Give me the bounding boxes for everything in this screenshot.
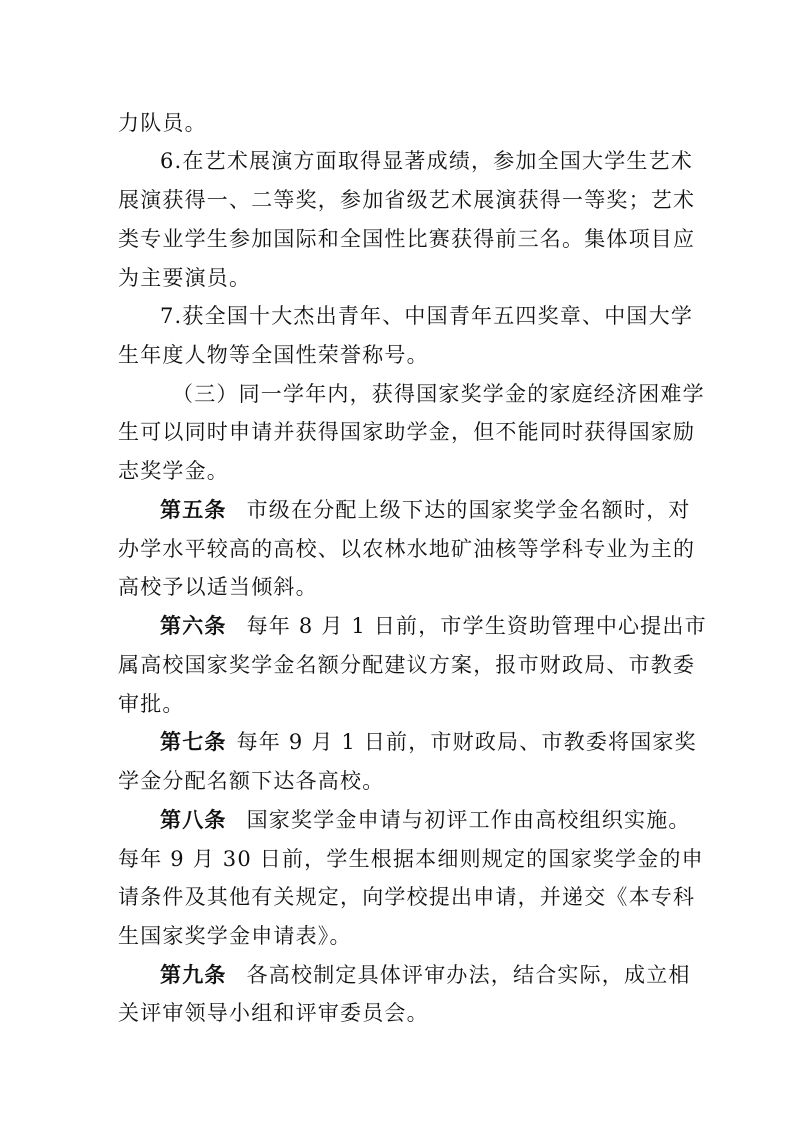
item-6-line-3: 类专业学生参加国际和全国性比赛获得前三名。集体项目应 <box>118 227 696 251</box>
item-6-line-4: 为主要演员。 <box>118 266 252 290</box>
article-8-line-2: 每年 9 月 30 日前，学生根据本细则规定的国家奖学金的申 <box>118 847 704 871</box>
item-7-line-2: 生年度人物等全国性荣誉称号。 <box>118 343 429 367</box>
item-6-line-2: 展演获得一、二等奖，参加省级艺术展演获得一等奖；艺术 <box>118 188 696 212</box>
article-9-heading: 第九条 <box>160 962 227 987</box>
article-8-line-1 <box>160 806 691 834</box>
article-7-line-2: 学金分配名额下达各高校。 <box>118 769 385 793</box>
article-5-heading: 第五条 <box>160 497 227 522</box>
article-9-line-1 <box>160 961 691 989</box>
article-5-line-1 <box>160 496 691 524</box>
paragraph-line: 力队员。 <box>118 111 207 135</box>
article-6-line-2: 属高校国家奖学金名额分配建议方案，报市财政局、市教委 <box>118 653 696 677</box>
article-7-heading: 第七条 <box>160 729 227 754</box>
article-8-line-4: 生国家奖学金申请表》。 <box>118 924 352 948</box>
clause-3-line-1: （三）同一学年内，获得国家奖学金的家庭经济困难学 <box>172 382 705 406</box>
article-8-heading: 第八条 <box>160 807 227 832</box>
article-7-line-1 <box>160 728 697 756</box>
article-8-line-3: 请条件及其他有关规定，向学校提出申请，并递交《本专科 <box>118 885 696 909</box>
item-7-line-1: 7.获全国十大杰出青年、中国青年五四奖章、中国大学 <box>160 304 694 328</box>
article-8-text: 国家奖学金申请与初评工作由高校组织实施。 <box>246 808 691 832</box>
article-6-line-3: 审批。 <box>118 692 185 716</box>
article-7-text: 每年 9 月 1 日前，市财政局、市教委将国家奖 <box>236 730 697 754</box>
article-6-line-1 <box>160 612 707 640</box>
article-5-line-3: 高校予以适当倾斜。 <box>118 575 318 599</box>
article-5-text: 市级在分配上级下达的国家奖学金名额时，对 <box>246 498 691 522</box>
article-9-text: 各高校制定具体评审办法，结合实际，成立相 <box>246 963 691 987</box>
clause-3-line-2: 生可以同时申请并获得国家助学金，但不能同时获得国家励 <box>118 420 696 444</box>
article-6-heading: 第六条 <box>160 613 227 638</box>
article-6-text: 每年 8 月 1 日前，市学生资助管理中心提出市 <box>246 614 707 638</box>
article-5-line-2: 办学水平较高的高校、以农林水地矿油核等学科专业为主的 <box>118 537 696 561</box>
article-9-line-2: 关评审领导小组和评审委员会。 <box>118 1001 429 1025</box>
item-6-line-1: 6.在艺术展演方面取得显著成绩，参加全国大学生艺术 <box>160 149 694 173</box>
clause-3-line-3: 志奖学金。 <box>118 459 229 483</box>
